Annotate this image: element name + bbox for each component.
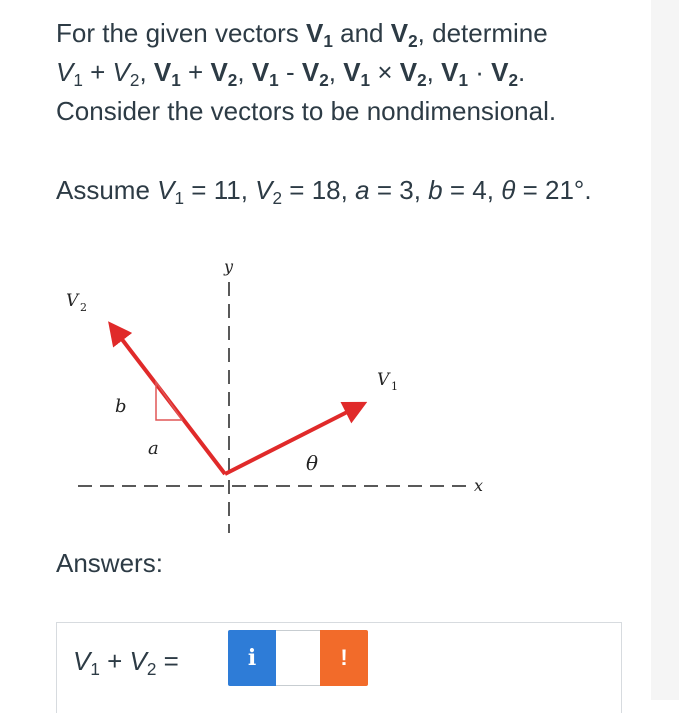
assumption-line: Assume $V_1 = 11$, $V_2 = 18$, a = 3, b = 4, θ = 21°. (56, 175, 592, 208)
svg-text:V: V (66, 291, 79, 311)
info-icon[interactable]: i (228, 630, 276, 686)
question-text (56, 14, 656, 131)
question-line-3: Consider the vectors to be nondimensional. (56, 96, 557, 126)
question-line-2: $V_1 + V_2$, $V_1 + V_2$, $V_1 - V_2$, $V_1 \times V_2$, $V_1 \cdot V_2$. (56, 57, 526, 90)
warning-icon[interactable]: ! (320, 630, 368, 686)
svg-text:2: 2 (80, 301, 87, 314)
answer-label: $V_1 + V_2$ = (73, 646, 179, 679)
a-label: a (148, 438, 159, 459)
answer-input[interactable] (276, 630, 320, 686)
v1-label (377, 370, 398, 393)
theta-label: θ (306, 451, 319, 475)
answer-input-group (228, 630, 368, 686)
vector-diagram (0, 248, 640, 543)
y-axis-label: y (224, 257, 234, 276)
answer-row-v1-plus-v2 (56, 622, 622, 713)
vector-v1-arrow (225, 404, 363, 474)
page-edge (651, 0, 679, 700)
svg-text:V: V (377, 370, 390, 390)
x-axis-label: x (474, 476, 484, 495)
answers-heading: Answers: (56, 548, 163, 578)
question-line-1: For the given vectors $V_1$ and $V_2$, determine (56, 18, 548, 51)
b-label: b (115, 396, 127, 417)
svg-text:1: 1 (391, 380, 398, 393)
slope-triangle (156, 382, 182, 420)
v2-label (66, 291, 87, 314)
